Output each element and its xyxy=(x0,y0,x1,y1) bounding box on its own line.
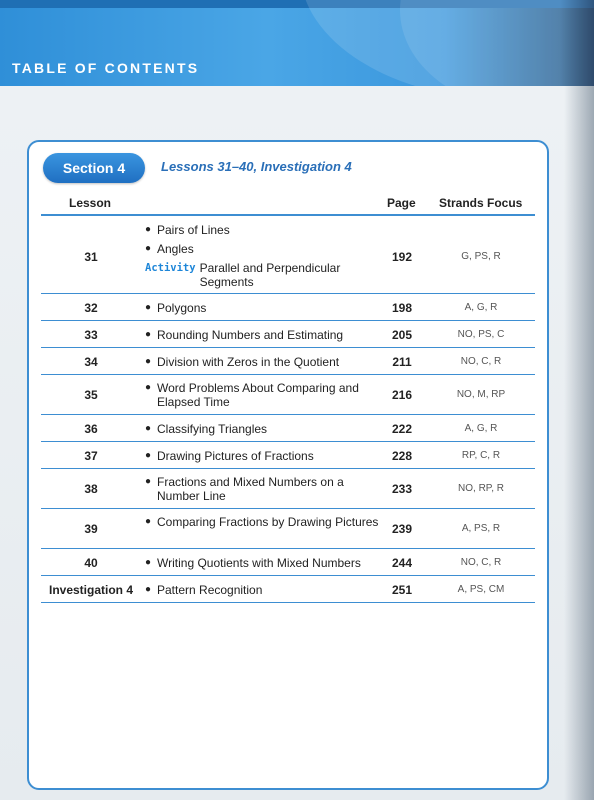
activity-line xyxy=(145,261,383,289)
lesson-table xyxy=(41,216,535,603)
table-row xyxy=(41,321,535,348)
lesson-topics xyxy=(145,515,383,529)
topic-line xyxy=(145,475,383,503)
page-number: 228 xyxy=(391,449,413,463)
topic-line xyxy=(145,381,383,409)
table-row xyxy=(41,442,535,469)
bullet-icon: ● xyxy=(145,382,152,393)
lesson-topics xyxy=(145,355,383,369)
activity-label: Activity xyxy=(145,262,196,274)
table-row xyxy=(41,576,535,603)
activity-text: Parallel and Perpendicular Segments xyxy=(199,261,341,289)
page-number: 198 xyxy=(391,301,413,315)
lesson-topics xyxy=(145,583,383,597)
lesson-number: Investigation 4 xyxy=(48,583,134,597)
lesson-topics xyxy=(145,328,383,342)
section-badge: Section 4 xyxy=(43,153,145,183)
topic-text: Pattern Recognition xyxy=(157,583,263,597)
topic-line xyxy=(145,301,383,315)
topic-text: Word Problems About Comparing and Elapsed Time xyxy=(157,381,359,409)
bullet-icon: ● xyxy=(145,584,152,595)
lesson-number: 31 xyxy=(84,250,98,264)
topic-line xyxy=(145,223,383,237)
page-number: 251 xyxy=(391,583,413,597)
page-number: 216 xyxy=(391,388,413,402)
lesson-number: 39 xyxy=(84,522,98,536)
topic-line xyxy=(145,449,383,463)
column-header-strands: Strands Focus xyxy=(439,196,523,210)
lesson-topics xyxy=(145,301,383,315)
page-number: 222 xyxy=(391,422,413,436)
topic-line xyxy=(145,328,383,342)
page-number: 233 xyxy=(391,482,413,496)
header-banner xyxy=(0,0,594,86)
strands-focus: A, G, R xyxy=(464,423,498,434)
table-row xyxy=(41,509,535,549)
bullet-icon: ● xyxy=(145,302,152,313)
table-row xyxy=(41,549,535,576)
bullet-icon: ● xyxy=(145,329,152,340)
lesson-number: 38 xyxy=(84,482,98,496)
strands-focus: G, PS, R xyxy=(461,251,501,262)
table-row xyxy=(41,415,535,442)
topic-text: Polygons xyxy=(157,301,207,315)
topic-text: Rounding Numbers and Estimating xyxy=(157,328,344,342)
lesson-topics xyxy=(145,223,383,289)
table-row xyxy=(41,216,535,294)
topic-line xyxy=(145,556,383,570)
strands-focus: NO, M, RP xyxy=(456,389,506,400)
topic-text: Classifying Triangles xyxy=(157,422,268,436)
page-number: 239 xyxy=(391,522,413,536)
topic-text: Angles xyxy=(157,242,194,256)
page-number: 205 xyxy=(391,328,413,342)
lesson-topics xyxy=(145,556,383,570)
bullet-icon: ● xyxy=(145,516,152,527)
lesson-topics xyxy=(145,381,383,409)
topic-text: Drawing Pictures of Fractions xyxy=(157,449,314,463)
topic-line xyxy=(145,583,383,597)
table-row xyxy=(41,375,535,415)
bullet-icon: ● xyxy=(145,450,152,461)
table-row xyxy=(41,348,535,375)
lesson-number: 33 xyxy=(84,328,98,342)
strands-focus: NO, C, R xyxy=(460,557,502,568)
lesson-topics xyxy=(145,475,383,503)
strands-focus: A, G, R xyxy=(464,302,498,313)
banner-shade xyxy=(560,0,594,86)
topic-line xyxy=(145,242,383,256)
column-header-page: Page xyxy=(387,196,416,210)
bullet-icon: ● xyxy=(145,557,152,568)
bullet-icon: ● xyxy=(145,224,152,235)
topic-text: Writing Quotients with Mixed Numbers xyxy=(157,556,361,570)
strands-focus: NO, PS, C xyxy=(457,329,505,340)
topic-text: Comparing Fractions by Drawing Pictures xyxy=(157,515,379,529)
topic-text: Division with Zeros in the Quotient xyxy=(157,355,340,369)
lesson-topics xyxy=(145,449,383,463)
page-number: 211 xyxy=(392,355,412,369)
binding-shadow xyxy=(564,86,594,800)
column-header-lesson: Lesson xyxy=(69,196,112,210)
strands-focus: NO, C, R xyxy=(460,356,502,367)
strands-focus: RP, C, R xyxy=(461,450,501,461)
header-title: TABLE OF CONTENTS xyxy=(12,60,200,76)
page-number: 244 xyxy=(391,556,413,570)
lesson-number: 40 xyxy=(84,556,98,570)
section-subtitle: Lessons 31–40, Investigation 4 xyxy=(161,159,352,174)
strands-focus: NO, RP, R xyxy=(458,483,504,494)
topic-line xyxy=(145,422,383,436)
lesson-number: 36 xyxy=(84,422,98,436)
bullet-icon: ● xyxy=(145,356,152,367)
lesson-number: 35 xyxy=(84,388,98,402)
topic-line xyxy=(145,515,383,529)
bullet-icon: ● xyxy=(145,476,152,487)
topic-text: Pairs of Lines xyxy=(157,223,230,237)
topic-line xyxy=(145,355,383,369)
contents-card xyxy=(27,140,549,790)
strands-focus: A, PS, CM xyxy=(457,584,505,595)
table-row xyxy=(41,294,535,321)
lesson-number: 32 xyxy=(84,301,98,315)
topic-text: Fractions and Mixed Numbers on a Number Line xyxy=(157,475,344,503)
strands-focus: A, PS, R xyxy=(461,523,501,534)
bullet-icon: ● xyxy=(145,423,152,434)
page-number: 192 xyxy=(391,250,413,264)
bullet-icon: ● xyxy=(145,243,152,254)
lesson-number: 34 xyxy=(84,355,98,369)
lesson-topics xyxy=(145,422,383,436)
lesson-number: 37 xyxy=(84,449,98,463)
table-row xyxy=(41,469,535,509)
